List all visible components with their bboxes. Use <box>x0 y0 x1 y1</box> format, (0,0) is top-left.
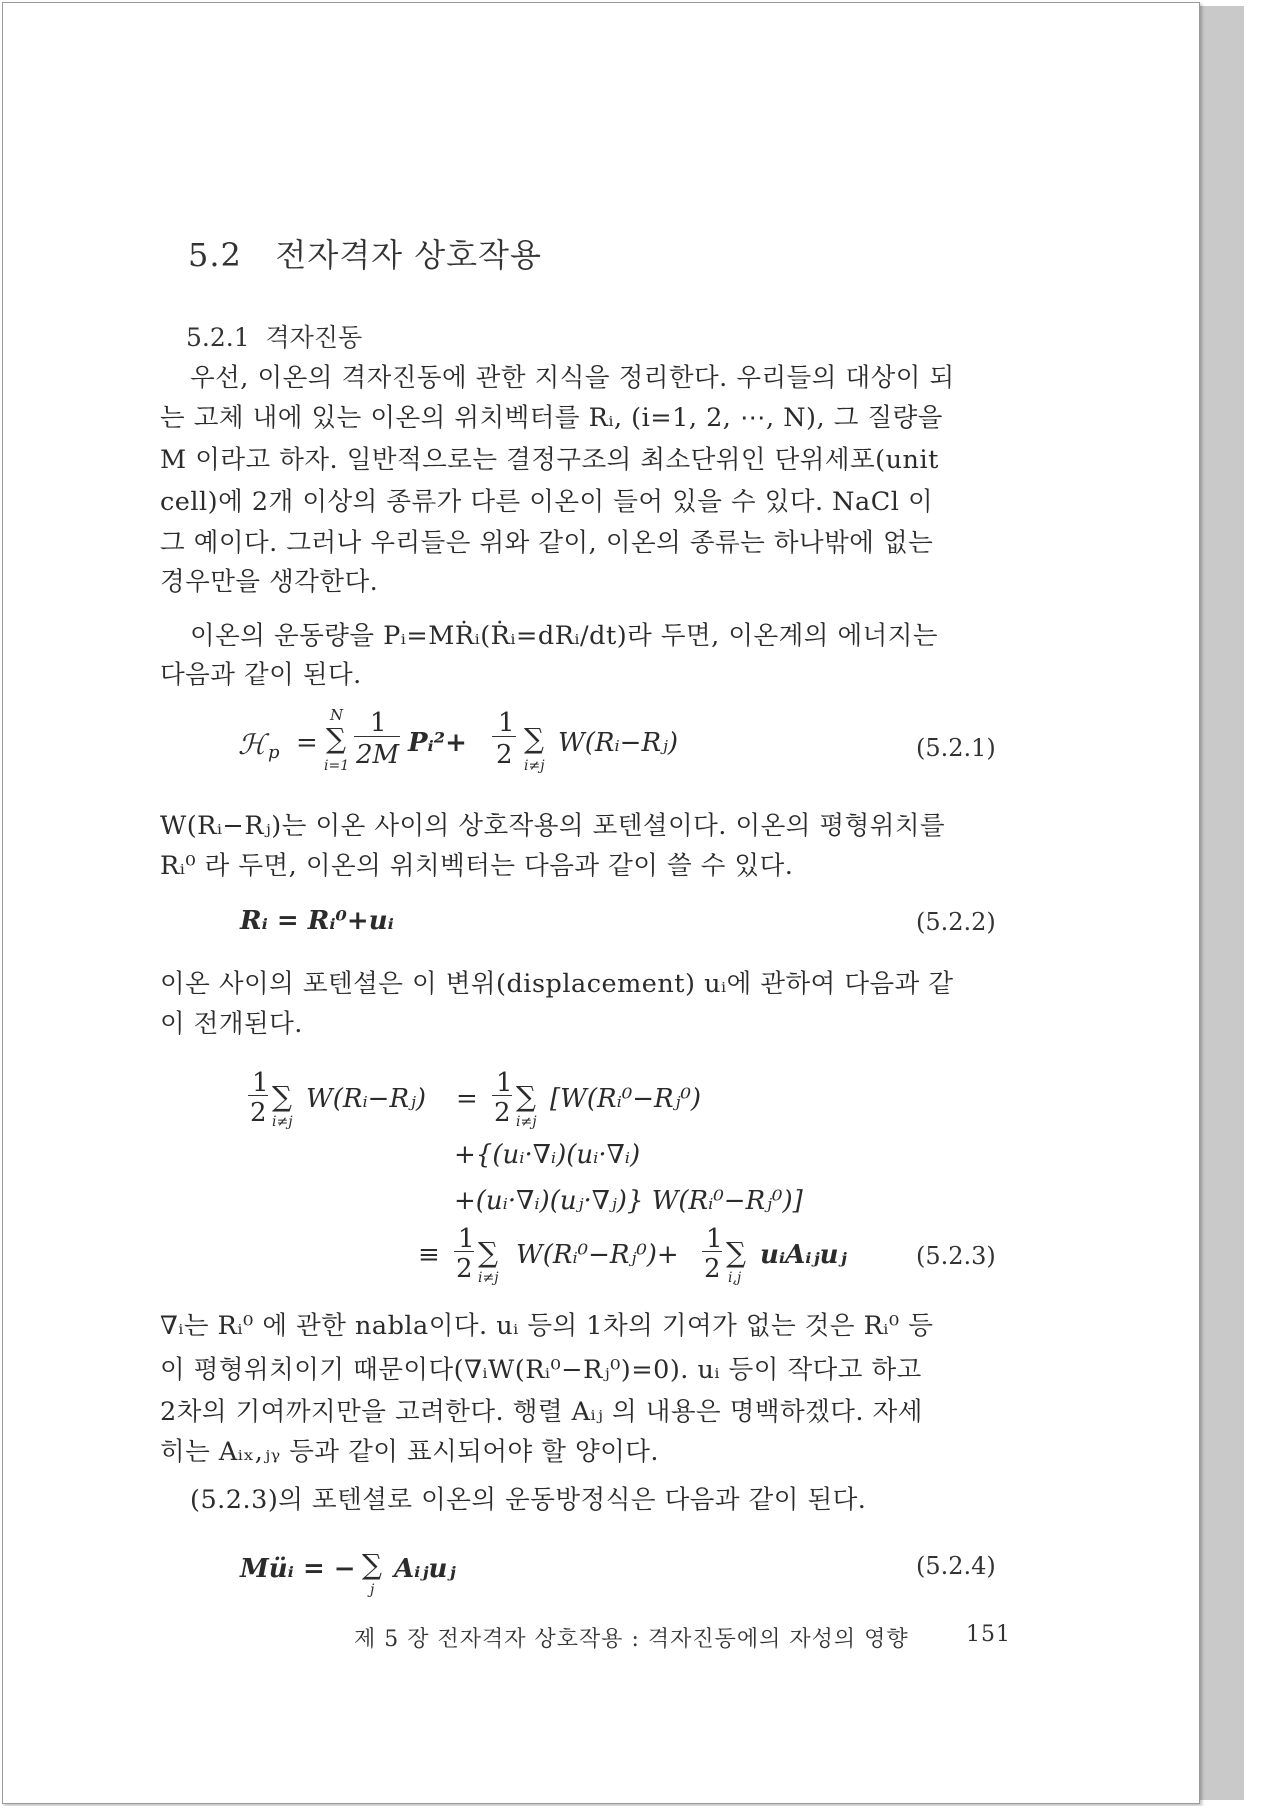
equation-number-5-2-3: (5.2.3) <box>916 1242 996 1270</box>
paragraph-momentum-line-2: 다음과 같이 된다. <box>160 660 362 690</box>
paragraph-nabla-line-1: ∇ᵢ는 Rᵢ⁰ 에 관한 nabla이다. uᵢ 등의 1차의 기여가 없는 것은 Rᵢ⁰ 등 <box>160 1311 934 1341</box>
subsection-heading <box>186 318 362 354</box>
paragraph-equation-of-motion: (5.2.3)의 포텐셜로 이온의 운동방정식은 다음과 같이 된다. <box>190 1485 867 1515</box>
paragraph-potential-line-1: W(Rᵢ−Rⱼ)는 이온 사이의 상호작용의 포텐셜이다. 이온의 평형위치를 <box>160 811 946 841</box>
equation-5-2-2: Rᵢ = Rᵢ⁰+uᵢ <box>240 906 394 936</box>
paragraph-intro-line-6: 경우만을 생각한다. <box>160 567 379 597</box>
equation-5-2-4: Müᵢ = − ∑ j Aᵢⱼuⱼ <box>240 1548 456 1598</box>
equation-number-5-2-1: (5.2.1) <box>916 734 996 762</box>
paragraph-intro-line-3: M 이라고 하자. 일반적으로는 결정구조의 최소단위인 단위세포(unit <box>160 445 939 475</box>
paragraph-displacement-line-2: 이 전개된다. <box>160 1009 303 1039</box>
paragraph-displacement-line-1: 이온 사이의 포텐셜은 이 변위(displacement) uᵢ에 관하여 다음과 같 <box>160 969 954 999</box>
paragraph-nabla-line-3: 2차의 기여까지만을 고려한다. 행렬 Aᵢⱼ 의 내용은 명백하겠다. 자세 <box>160 1397 923 1427</box>
paragraph-intro-line-5: 그 예이다. 그러나 우리들은 위와 같이, 이온의 종류는 하나밖에 없는 <box>160 528 934 558</box>
equation-5-2-3: 1 2 ∑ i≠j W(Rᵢ−Rⱼ) = 1 2 ∑ i≠j [W(Rᵢ⁰−Rⱼ⁰) +{(uᵢ·∇ᵢ)(uᵢ·∇ᵢ) +(uᵢ·∇ᵢ)(uⱼ·∇ⱼ)} W(Rᵢ⁰−Rⱼ⁰)] ≡ 1 2 ∑ i≠j W(Rᵢ⁰−Rⱼ⁰)+ 1 2 ∑ i,j uᵢAᵢⱼuⱼ <box>250 1068 847 1286</box>
section-heading <box>188 230 542 276</box>
section-number: 5.2 <box>188 236 242 274</box>
page-number: 151 <box>966 1622 1011 1647</box>
paragraph-nabla-line-4: 히는 Aᵢₓ,ⱼᵧ 등과 같이 표시되어야 할 양이다. <box>160 1437 660 1467</box>
paragraph-potential-line-2: Rᵢ⁰ 라 두면, 이온의 위치벡터는 다음과 같이 쓸 수 있다. <box>160 851 794 881</box>
book-spine <box>1198 6 1244 1800</box>
equation-number-5-2-2: (5.2.2) <box>916 908 996 936</box>
section-title: 전자격자 상호작용 <box>275 236 542 274</box>
paragraph-intro-line-2: 는 고체 내에 있는 이온의 위치벡터를 Rᵢ, (i=1, 2, ⋯, N), 그 질량을 <box>160 403 943 433</box>
subsection-number: 5.2.1 <box>186 323 250 352</box>
paragraph-intro-line-1: 우선, 이온의 격자진동에 관한 지식을 정리한다. 우리들의 대상이 되 <box>190 363 955 393</box>
subsection-title: 격자진동 <box>265 323 363 352</box>
page-sheet <box>2 2 1200 1804</box>
book-page: 5.2 전자격자 상호작용 5.2.1 격자진동 우선, 이온의 격자진동에 관한 지식을 정리한다. 우리들의 대상이 되 는 고체 내에 있는 이온의 위치벡터를 Rᵢ, (i=1, 2, ⋯, N), 그 질량을 M 이라고 하자. 일반적으로는 결정구조의 최소단위인 단위세포(unit cell)에 2개 이상의 종류가 다른 이온이 들어 있을 수 있다. NaCl 이 그 예이다. 그러나 우리들은 위와 같이, 이온의 종류는 하나밖에 없는 경우만을 생각한다. 이온의 운동량을 Pᵢ=MṘᵢ(Ṙᵢ=dRᵢ/dt)라 두면, 이온계의 에너지는 다음과 같이 된다. ℋ p = N ∑ i=1 1 2M Pᵢ²+ 1 2 ∑ i≠j W(Rᵢ−Rⱼ) (5.2.1) W(Rᵢ−Rⱼ)는 이온 사이의 상호작용의 포텐셜이다. 이온의 평형위치를 Rᵢ⁰ 라 두면, 이온의 위치벡터는 다음과 같이 쓸 수 있다. Rᵢ = Rᵢ⁰+uᵢ (5.2.2) 이온 사이의 포텐셜은 이 변위(displacement) uᵢ에 관하여 다음과 같 이 전개된다. 1 2 ∑ i≠j W(Rᵢ−Rⱼ) = 1 2 ∑ i≠j [W(Rᵢ⁰−Rⱼ⁰) +{(uᵢ·∇ᵢ)(uᵢ·∇ᵢ) +(uᵢ·∇ᵢ)(uⱼ·∇ⱼ)} W(Rᵢ⁰−Rⱼ⁰)] ≡ 1 2 ∑ i≠j W(Rᵢ⁰−Rⱼ⁰)+ 1 2 ∑ i,j uᵢAᵢⱼuⱼ (5.2.3) ∇ᵢ는 Rᵢ⁰ 에 관한 nabla이다. uᵢ 등의 1차의 기여가 없는 것은 Rᵢ⁰ 등 이 평형위치이기 때문이다(∇ᵢW(Rᵢ⁰−Rⱼ⁰)=0). uᵢ 등이 작다고 하고 2차의 기여까지만을 고려한다. 행렬 Aᵢⱼ 의 내용은 명백하겠다. 자세 히는 Aᵢₓ,ⱼᵧ 등과 같이 표시되어야 할 양이다. (5.2.3)의 포텐셜로 이온의 운동방정식은 다음과 같이 된다. Müᵢ = − ∑ j Aᵢⱼuⱼ (5.2.4) 제 5 장 전자격자 상호작용 : 격자진동에의 자성의 영향 151 <box>0 0 1277 1806</box>
paragraph-intro-line-4: cell)에 2개 이상의 종류가 다른 이온이 들어 있을 수 있다. NaCl 이 <box>160 487 934 517</box>
equation-number-5-2-4: (5.2.4) <box>916 1552 996 1580</box>
running-head: 제 5 장 전자격자 상호작용 : 격자진동에의 자성의 영향 <box>354 1627 909 1652</box>
paragraph-momentum-line-1: 이온의 운동량을 Pᵢ=MṘᵢ(Ṙᵢ=dRᵢ/dt)라 두면, 이온계의 에너지는 <box>190 621 939 651</box>
paragraph-nabla-line-2: 이 평형위치이기 때문이다(∇ᵢW(Rᵢ⁰−Rⱼ⁰)=0). uᵢ 등이 작다고 하고 <box>160 1355 922 1385</box>
